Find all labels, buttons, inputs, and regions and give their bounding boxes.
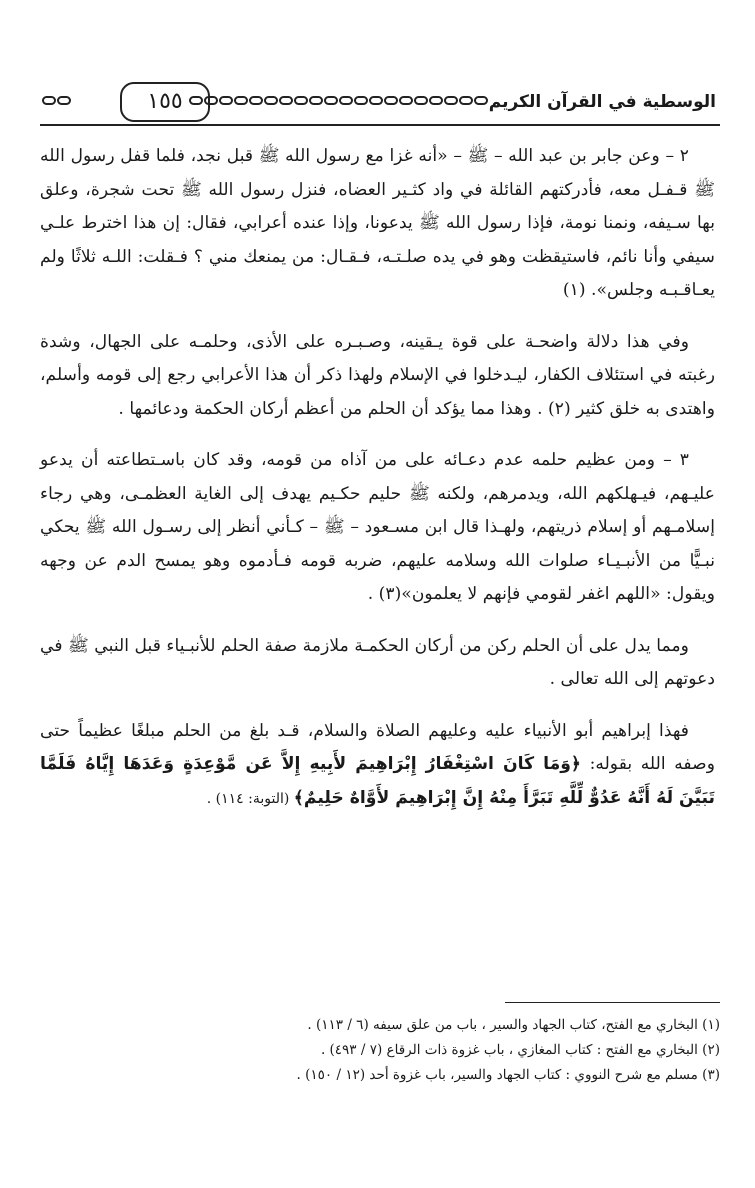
paragraph-ibrahim [40,715,715,817]
paragraph-prophets-forbearance: ومما يدل على أن الحلم ركن من أركان الحكمـة ملازمة صفة الحلم للأنبـياء قبل النبي ﷺ في دعوتهم إلى الله تعالى . [40,635,715,689]
ibrahim-intro: فهذا إبراهيم أبو الأنبياء عليه وعليهم الصلاة والسلام، قـد بلغ من الحلم مبلغًا عظيماً حتى وصفه الله بقوله: [40,720,715,774]
paragraph-hadith: ٢ – وعن جابر بن عبد الله – ﷺ – «أنه غزا مع رسول الله ﷺ قبل نجد، فلما قفل رسول الله ﷺ قـفـل معه، فأدركتهم القائلة في واد كثـير العضاه، فنزل رسول الله ﷺ تحت شجرة، وعلق بها سـيفه، ونمنا نومة، فإذا رسول الله ﷺ يدعونا، وإذا عنده أعرابي، فقال: إن هذا اخترط علـي سيفي وأنا نائم، فاستيقظت وهو في يده صلـتـه، فـقـال: من يمنعك مني ؟ فـقلت: اللـه ثلاثًا ولم يعـاقـبـه وجلس». (١) [40,146,715,300]
footnote-rule [505,1002,720,1003]
footnote-1: (١) البخاري مع الفتح، كتاب الجهاد والسير ، باب من علق سيفه (٦ / ١١٣) . [307,1017,720,1033]
footnote-2: (٢) البخاري مع الفتح : كتاب المغازي ، باب غزوة ذات الرقاع (٧ / ٤٩٣) . [320,1042,720,1058]
footnote-3: (٣) مسلم مع شرح النووي : كتاب الجهاد والسير، باب غزوة أحد (١٢ / ١٥٠) . [296,1067,720,1083]
decorative-chain-ornament [189,96,488,108]
main-text [40,140,715,816]
page-header [40,82,720,122]
verse-reference: (التوبة: ١١٤) . [206,790,294,807]
book-title: الوسطية في القرآن الكريم [488,92,716,112]
page-number: ١٥٥ [120,82,210,122]
header-rule [40,124,720,126]
footnotes [40,1013,720,1088]
paragraph-point-three: ٣ – ومن عظيم حلمه عدم دعـائه على من آذاه من قومه، وقد كان باسـتطاعته أن يدعو عليـهم، فيـهلكهم الله، ويدمرهم، ولكنه ﷺ حليم حكـيم يهدف إلى الغاية العظمـى، وهي رجاء إسلامـهم أو إسلام ذريتهم، ولهـذا قال ابن مسـعود – ﷺ – كـأني أنظر إلى رسـول الله ﷺ يحكي نبـيًّا من الأنبـيـاء صلوات الله وسلامه عليهم، ضربه قومه فـأدموه وهو يمسح الدم عن وجهه ويقول: «اللهم اغفر لقومي فإنهم لا يعلمون»(٣) . [40,450,715,604]
quran-verse: ﴿وَمَا كَانَ اسْتِغْفَارُ إِبْرَاهِيمَ لأَبِيهِ إِلاَّ عَن مَّوْعِدَةٍ وَعَدَهَا إِيَّاهُ فَلَمَّا تَبَيَّنَ لَهُ أَنَّهُ عَدُوٌّ لِّلَّهِ تَبَرَّأَ مِنْهُ إِنَّ إِبْرَاهِيمَ لأَوَّاهٌ حَلِيمٌ﴾ [40,754,715,808]
paragraph-commentary: وفي هذا دلالة واضحـة على قوة يـقينه، وصـبـره على الأذى، وحلمـه على الجهال، وشدة رغبته في استئلاف الكفار، ليـدخلوا في الإسلام ولهذا ذكر أن هذا الأعرابي رجع إلى قومه وأسلم، واهتدى به خلق كثير (٢) . وهذا مما يؤكد أن الحلم من أعظم أركان الحكمة ودعائمها . [40,331,715,419]
decorative-chain-ornament-left [42,96,71,108]
